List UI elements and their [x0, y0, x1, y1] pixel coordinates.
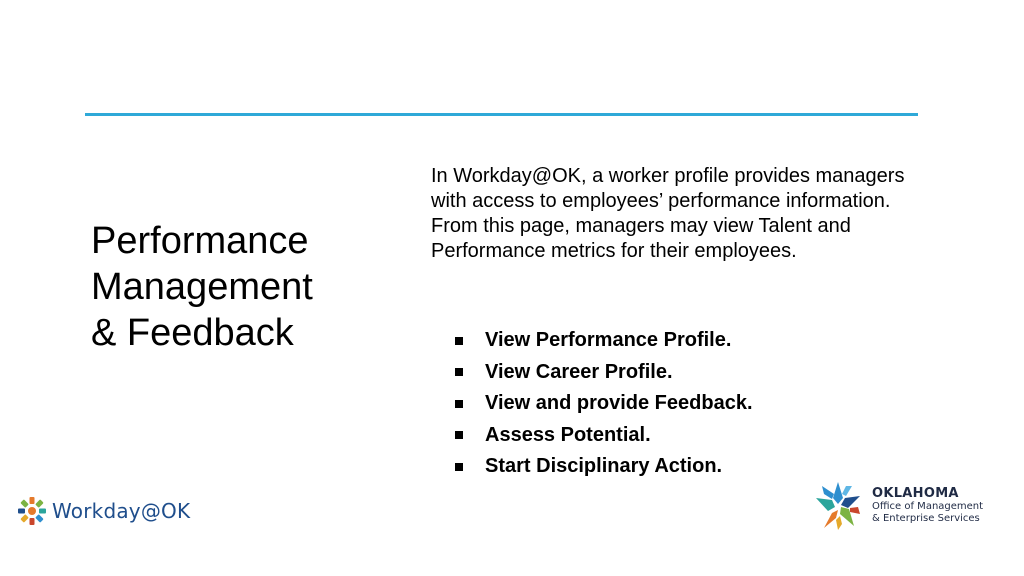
- workday-logo: [17, 496, 190, 526]
- workday-logo-text: Workday@OK: [52, 499, 191, 523]
- bullet-text: View and provide Feedback.: [485, 392, 753, 415]
- title-line-1: Performance: [91, 220, 309, 262]
- slide-title: [91, 218, 391, 356]
- title-line-3: & Feedback: [91, 312, 294, 354]
- oklahoma-star-icon: [812, 480, 864, 532]
- bullet-text: Start Disciplinary Action.: [485, 455, 723, 478]
- omes-logo: [812, 480, 983, 532]
- square-bullet-icon: [455, 368, 463, 376]
- omes-logo-line-1: Office of Management: [872, 500, 984, 512]
- omes-logo-name: OKLAHOMA: [872, 485, 959, 501]
- bullet-item: [455, 357, 753, 389]
- bullet-text: Assess Potential.: [485, 423, 651, 446]
- workday-sun-icon: [17, 496, 47, 526]
- title-line-2: Management: [91, 266, 313, 308]
- bullet-item: [455, 451, 753, 483]
- bullet-item: [455, 388, 753, 420]
- bullet-text: View Career Profile.: [485, 360, 673, 383]
- square-bullet-icon: [455, 463, 463, 471]
- bullet-item: [455, 325, 753, 357]
- bullet-item: [455, 420, 753, 452]
- bullet-text: View Performance Profile.: [485, 329, 732, 352]
- divider-rule: [85, 113, 918, 116]
- omes-logo-text: [872, 485, 984, 525]
- bullet-list: [455, 325, 753, 483]
- square-bullet-icon: [455, 431, 463, 439]
- omes-logo-line-2: & Enterprise Services: [872, 512, 980, 524]
- intro-paragraph: In Workday@OK, a worker profile provides managers with access to employees’ performance information. From this page, managers may view Talent and Performance metrics for their employees.: [431, 165, 905, 262]
- square-bullet-icon: [455, 400, 463, 408]
- square-bullet-icon: [455, 337, 463, 345]
